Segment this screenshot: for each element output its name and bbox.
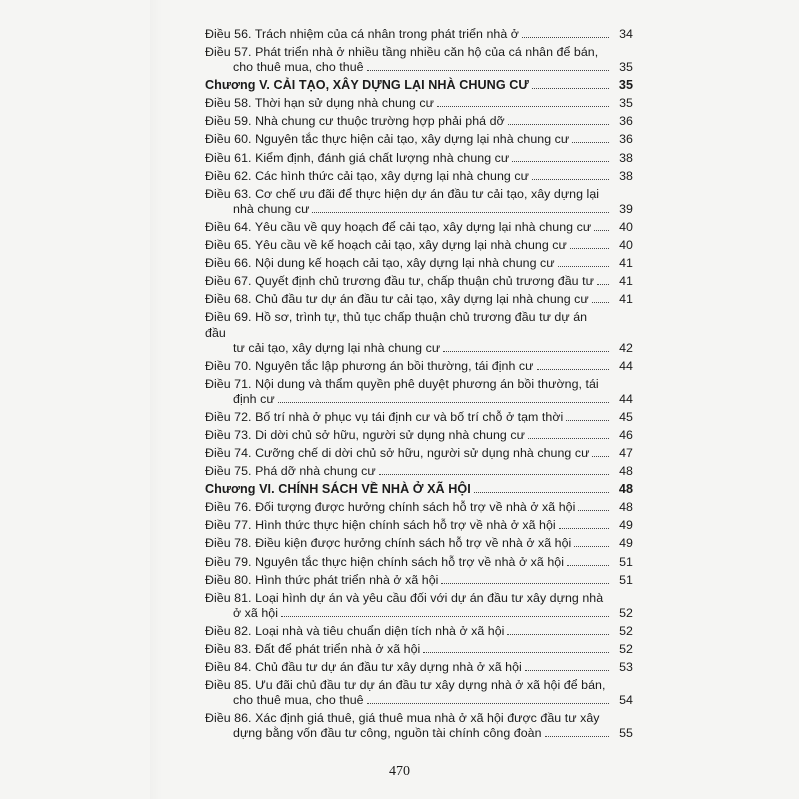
toc-entry-label: Điều 74. xyxy=(205,445,252,460)
toc-entry xyxy=(205,151,633,166)
dot-leader xyxy=(525,660,609,671)
page-number: 470 xyxy=(389,764,410,779)
toc-entry xyxy=(205,256,633,271)
toc-entry-title: Đối tượng được hưởng chính sách hỗ trợ về nhà ở xã hội xyxy=(255,500,576,515)
dot-leader xyxy=(559,518,609,529)
toc-entry-page: 54 xyxy=(619,693,633,708)
toc-entry-label: Điều 60. xyxy=(205,132,252,147)
toc-entry-page: 35 xyxy=(619,96,633,111)
toc-entry-title: Bố trí nhà ở phục vụ tái định cư và bố trí chỗ ở tạm thời xyxy=(255,409,564,424)
toc-entry-continuation-text: ở xã hội xyxy=(233,605,279,620)
table-of-contents xyxy=(205,27,633,744)
toc-entry xyxy=(205,238,633,253)
toc-entry-continuation xyxy=(205,60,611,75)
toc-entry-label: Điều 78. xyxy=(205,536,252,551)
dot-leader xyxy=(592,446,609,457)
toc-entry-label: Chương VI. xyxy=(205,482,275,497)
toc-entry-title: Chủ đầu tư dự án đầu tư xây dựng nhà ở xã hội xyxy=(255,660,522,675)
toc-entry-page: 49 xyxy=(619,536,633,551)
dot-leader xyxy=(367,693,609,704)
toc-entry xyxy=(205,464,633,479)
toc-entry xyxy=(205,555,633,570)
toc-entry-title: Chủ đầu tư dự án đầu tư cải tạo, xây dựng lại nhà chung cư xyxy=(255,292,589,307)
dot-leader xyxy=(474,482,609,493)
toc-entry-page: 40 xyxy=(619,237,633,252)
toc-chapter-entry xyxy=(205,482,633,497)
toc-entry-label: Điều 62. xyxy=(205,168,252,183)
dot-leader xyxy=(558,256,609,267)
dot-leader xyxy=(278,392,609,403)
toc-entry-page: 41 xyxy=(619,256,633,271)
toc-entry xyxy=(205,536,633,551)
dot-leader xyxy=(592,292,609,303)
toc-entry-continuation-text: định cư xyxy=(233,391,275,406)
toc-entry-page: 48 xyxy=(619,464,633,479)
dot-leader xyxy=(567,555,609,566)
dot-leader xyxy=(574,536,609,547)
toc-entry-label: Điều 68. xyxy=(205,292,252,307)
toc-entry xyxy=(205,359,633,374)
dot-leader xyxy=(545,726,609,737)
toc-entry-page: 51 xyxy=(619,554,633,569)
toc-entry-label: Điều 73. xyxy=(205,427,252,442)
dot-leader xyxy=(578,500,609,511)
toc-entry-title: Nguyên tắc thực hiện cải tạo, xây dựng lại nhà chung cư xyxy=(255,132,570,147)
toc-entry-page: 49 xyxy=(619,518,633,533)
toc-entry-title: Cưỡng chế di dời chủ sở hữu, người sử dụng nhà chung cư xyxy=(255,445,590,460)
toc-entry-page: 44 xyxy=(619,358,633,373)
toc-entry-label: Điều 84. xyxy=(205,660,252,675)
toc-entry-label: Chương V. xyxy=(205,78,270,93)
toc-entry-label: Điều 65. xyxy=(205,237,252,252)
toc-entry-label: Điều 57. xyxy=(205,45,252,60)
toc-entry-title: Nhà chung cư thuộc trường hợp phải phá dỡ xyxy=(255,114,505,129)
dot-leader xyxy=(597,274,609,285)
toc-entry xyxy=(205,446,633,461)
toc-entry-title: CẢI TẠO, XÂY DỰNG LẠI NHÀ CHUNG CƯ xyxy=(273,78,529,93)
toc-entry xyxy=(205,132,633,147)
toc-entry-title: Phát triển nhà ở nhiều tầng nhiều căn hộ của cá nhân để bán, xyxy=(255,45,599,60)
toc-entry-page: 36 xyxy=(619,132,633,147)
toc-entry-title: Hình thức thực hiện chính sách hỗ trợ về nhà ở xã hội xyxy=(255,518,556,533)
toc-entry-title: Các hình thức cải tạo, xây dựng lại nhà chung cư xyxy=(255,168,529,183)
dot-leader xyxy=(532,78,609,89)
toc-chapter-entry xyxy=(205,78,633,93)
toc-entry xyxy=(205,292,633,307)
toc-entry-label: Điều 76. xyxy=(205,500,252,515)
dot-leader xyxy=(508,114,609,125)
toc-entry xyxy=(205,518,633,533)
toc-entry-title: Xác định giá thuê, giá thuê mua nhà ở xã hội được đầu tư xây xyxy=(255,711,600,726)
toc-entry-page: 38 xyxy=(619,150,633,165)
toc-entry-title: Loại hình dự án và yêu cầu đối với dự án đầu tư xây dựng nhà xyxy=(255,590,604,605)
dot-leader xyxy=(507,624,609,635)
toc-entry-page: 53 xyxy=(619,660,633,675)
toc-entry-title: Loại nhà và tiêu chuẩn diện tích nhà ở xã hội xyxy=(255,623,505,638)
toc-entry-title: Nguyên tắc thực hiện chính sách hỗ trợ về nhà ở xã hội xyxy=(255,554,565,569)
toc-entry xyxy=(205,678,633,708)
toc-entry-continuation xyxy=(205,726,611,741)
toc-entry xyxy=(205,169,633,184)
toc-entry-label: Điều 83. xyxy=(205,641,252,656)
dot-leader xyxy=(528,428,609,439)
toc-entry-title: Kiểm định, đánh giá chất lượng nhà chung cư xyxy=(255,150,510,165)
toc-entry-label: Điều 85. xyxy=(205,678,252,693)
toc-entry-title: Nội dung kế hoạch cải tạo, xây dựng lại nhà chung cư xyxy=(255,256,555,271)
dot-leader xyxy=(367,60,609,71)
toc-entry-page: 44 xyxy=(619,391,633,406)
toc-entry-label: Điều 71. xyxy=(205,376,252,391)
toc-entry-page: 41 xyxy=(619,292,633,307)
toc-entry-page: 34 xyxy=(619,27,633,41)
toc-entry-label: Điều 81. xyxy=(205,590,252,605)
toc-entry-title: Nội dung và thẩm quyền phê duyệt phương án bồi thường, tái xyxy=(255,376,599,391)
toc-entry-continuation-text: tư cải tạo, xây dựng lại nhà chung cư xyxy=(233,340,441,355)
toc-entry-label: Điều 58. xyxy=(205,96,252,111)
toc-entry-label: Điều 82. xyxy=(205,623,252,638)
dot-leader xyxy=(522,27,609,38)
toc-entry-continuation-text: nhà chung cư xyxy=(233,201,310,216)
toc-entry-page: 47 xyxy=(619,445,633,460)
toc-entry xyxy=(205,114,633,129)
toc-entry-page: 52 xyxy=(619,641,633,656)
toc-entry xyxy=(205,187,633,217)
toc-entry-page: 51 xyxy=(619,572,633,587)
toc-entry xyxy=(205,428,633,443)
toc-entry-title: Đất để phát triển nhà ở xã hội xyxy=(255,641,421,656)
dot-leader xyxy=(312,202,609,213)
toc-entry-continuation-text: cho thuê mua, cho thuê xyxy=(233,60,364,75)
toc-entry-label: Điều 77. xyxy=(205,518,252,533)
toc-entry-continuation-text: cho thuê mua, cho thuê xyxy=(233,693,364,708)
toc-entry-title: Ưu đãi chủ đầu tư dự án đầu tư xây dựng nhà ở xã hội để bán, xyxy=(255,678,606,693)
toc-entry xyxy=(205,274,633,289)
toc-entry-page: 36 xyxy=(619,114,633,129)
dot-leader xyxy=(423,642,609,653)
toc-entry-page: 42 xyxy=(619,340,633,355)
toc-entry xyxy=(205,45,633,75)
dot-leader xyxy=(443,341,609,352)
toc-entry-continuation xyxy=(205,341,611,356)
toc-entry xyxy=(205,27,633,42)
dot-leader xyxy=(594,220,609,231)
dot-leader xyxy=(572,132,609,143)
toc-entry-title: Trách nhiệm của cá nhân trong phát triển nhà ở xyxy=(254,27,519,41)
toc-entry-title: Thời hạn sử dụng nhà chung cư xyxy=(254,96,434,111)
toc-entry-title: Điều kiện được hưởng chính sách hỗ trợ về nhà ở xã hội xyxy=(255,536,572,551)
dot-leader xyxy=(537,359,610,370)
toc-entry-title: Cơ chế ưu đãi để thực hiện dự án đầu tư cải tạo, xây dựng lại xyxy=(255,186,600,201)
toc-entry-label: Điều 61. xyxy=(205,150,252,165)
toc-entry xyxy=(205,500,633,515)
toc-entry-page: 35 xyxy=(618,78,633,93)
toc-entry-continuation xyxy=(205,202,611,217)
toc-entry-label: Điều 79. xyxy=(205,554,252,569)
toc-entry xyxy=(205,410,633,425)
toc-entry-page: 46 xyxy=(619,427,633,442)
toc-entry-page: 55 xyxy=(619,726,633,741)
dot-leader xyxy=(512,151,609,162)
toc-entry-title: Phá dỡ nhà chung cư xyxy=(255,464,376,479)
toc-entry-page: 52 xyxy=(619,623,633,638)
page-shadow xyxy=(150,0,162,799)
toc-entry xyxy=(205,624,633,639)
toc-entry-title: Yêu cầu về kế hoạch cải tạo, xây dựng lại nhà chung cư xyxy=(254,237,567,252)
toc-entry xyxy=(205,573,633,588)
toc-entry-page: 39 xyxy=(619,201,633,216)
toc-entry-continuation xyxy=(205,606,611,621)
toc-entry-label: Điều 69. xyxy=(205,310,252,325)
dot-leader xyxy=(441,573,609,584)
dot-leader xyxy=(566,410,609,421)
toc-entry-page: 48 xyxy=(619,500,633,515)
toc-entry-label: Điều 80. xyxy=(205,572,252,587)
toc-entry xyxy=(205,96,633,111)
toc-entry-continuation xyxy=(205,693,611,708)
toc-entry-label: Điều 64. xyxy=(205,219,252,234)
toc-entry-label: Điều 63. xyxy=(205,186,252,201)
toc-entry xyxy=(205,660,633,675)
toc-entry xyxy=(205,591,633,621)
toc-entry-label: Điều 70. xyxy=(205,358,252,373)
dot-leader xyxy=(379,464,609,475)
toc-entry xyxy=(205,220,633,235)
toc-entry xyxy=(205,377,633,407)
toc-entry-title: CHÍNH SÁCH VỀ NHÀ Ở XÃ HỘI xyxy=(278,482,471,497)
toc-entry-title: Hình thức phát triển nhà ở xã hội xyxy=(255,572,439,587)
toc-entry-page: 38 xyxy=(619,168,633,183)
toc-entry-title: Hồ sơ, trình tự, thủ tục chấp thuận chủ trương đầu tư dự án đầu xyxy=(205,310,588,340)
toc-entry-page: 48 xyxy=(618,482,633,497)
toc-entry-page: 52 xyxy=(619,605,633,620)
toc-entry-title: Yêu cầu về quy hoạch để cải tạo, xây dựng lại nhà chung cư xyxy=(254,219,592,234)
toc-entry-label: Điều 59. xyxy=(205,114,252,129)
toc-entry-continuation-text: dựng bằng vốn đầu tư công, nguồn tài chính công đoàn xyxy=(233,726,542,741)
toc-entry-continuation xyxy=(205,392,611,407)
toc-entry-label: Điều 56. xyxy=(205,27,252,41)
toc-entry xyxy=(205,642,633,657)
dot-leader xyxy=(532,169,609,180)
toc-entry-page: 41 xyxy=(619,274,633,289)
toc-entry-label: Điều 66. xyxy=(205,256,252,271)
toc-entry-page: 35 xyxy=(619,60,633,75)
toc-entry-label: Điều 75. xyxy=(205,464,252,479)
toc-entry-title: Nguyên tắc lập phương án bồi thường, tái định cư xyxy=(255,358,534,373)
toc-entry-title: Quyết định chủ trương đầu tư, chấp thuận chủ trương đầu tư xyxy=(255,274,594,289)
dot-leader xyxy=(437,96,609,107)
toc-entry-label: Điều 72. xyxy=(205,409,252,424)
toc-entry-label: Điều 86. xyxy=(205,711,252,726)
dot-leader xyxy=(281,606,609,617)
toc-entry xyxy=(205,310,633,356)
dot-leader xyxy=(570,238,609,249)
toc-entry-title: Di dời chủ sở hữu, người sử dụng nhà chung cư xyxy=(255,427,525,442)
toc-entry-page: 40 xyxy=(619,219,633,234)
toc-entry-label: Điều 67. xyxy=(205,274,252,289)
toc-entry-page: 45 xyxy=(619,409,633,424)
toc-entry xyxy=(205,711,633,741)
